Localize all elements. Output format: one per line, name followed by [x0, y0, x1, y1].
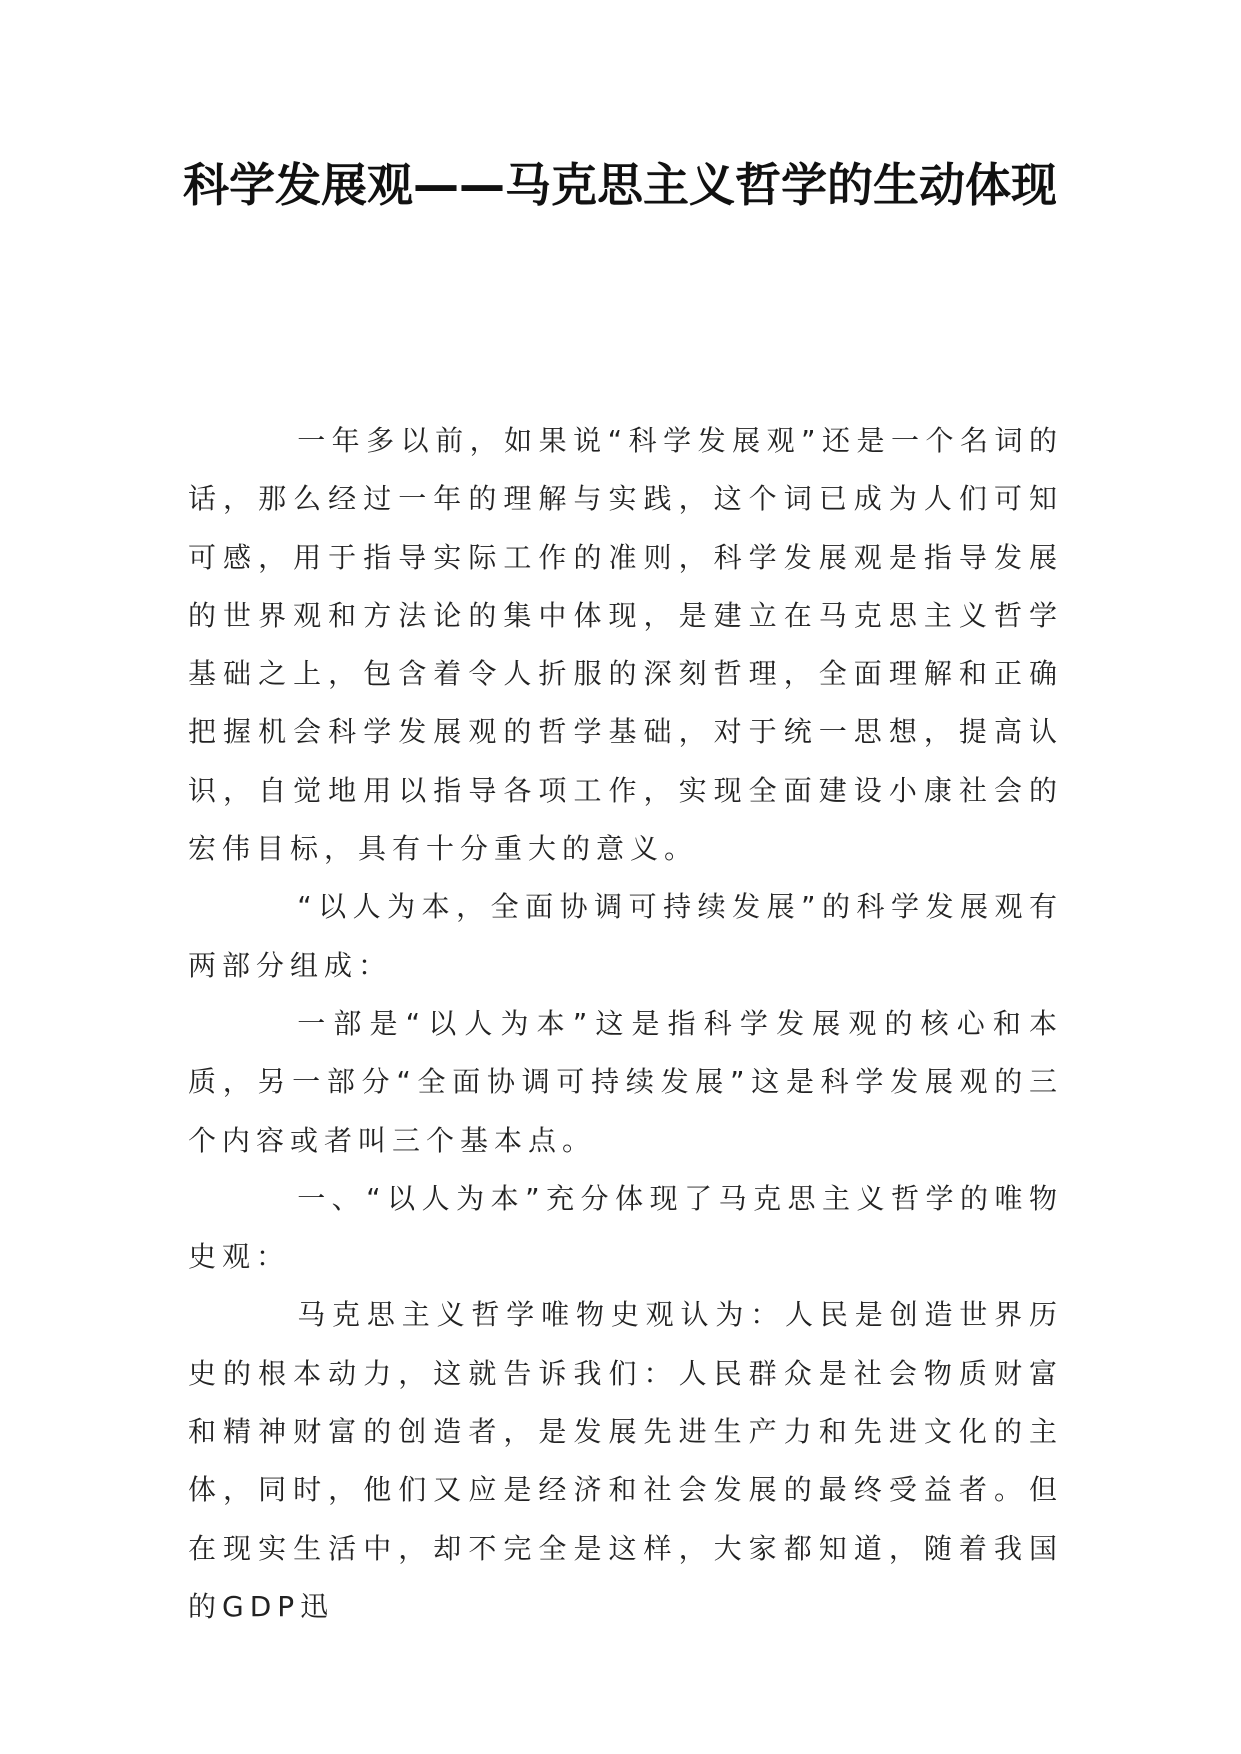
- document-title: 科学发展观——马克思主义哲学的生动体现: [183, 158, 1057, 212]
- paragraph-parts: 一部是“以人为本”这是指科学发展观的核心和本质，另一部分“全面协调可持续发展”这是科学发展观的三个内容或者叫三个基本点。: [188, 1006, 1063, 1157]
- paragraph-historical-materialism: 马克思主义哲学唯物史观认为：人民是创造世界历史的根本动力，这就告诉我们：人民群众是社会物质财富和精神财富的创造者，是发展先进生产力和先进文化的主体，同时，他们又应是经济和社会发展的最终受益者。但在现实生活中，却不完全是这样，大家都知道，随着我国的GDP迅: [188, 1298, 1063, 1623]
- paragraph-intro: 一年多以前，如果说“科学发展观”还是一个名词的话，那么经过一年的理解与实践，这个词已成为人们可知可感，用于指导实际工作的准则，科学发展观是指导发展的世界观和方法论的集中体现，是建立在马克思主义哲学基础之上，包含着令人折服的深刻哲理，全面理解和正确把握机会科学发展观的哲学基础，对于统一思想，提高认识，自觉地用以指导各项工作，实现全面建设小康社会的宏伟目标，具有十分重大的意义。: [188, 424, 1063, 866]
- paragraph-composition: “以人为本，全面协调可持续发展”的科学发展观有两部分组成：: [188, 890, 1063, 982]
- section-heading-1: 一、“以人为本”充分体现了马克思主义哲学的唯物史观：: [188, 1181, 1063, 1274]
- document-body: [188, 412, 1063, 1636]
